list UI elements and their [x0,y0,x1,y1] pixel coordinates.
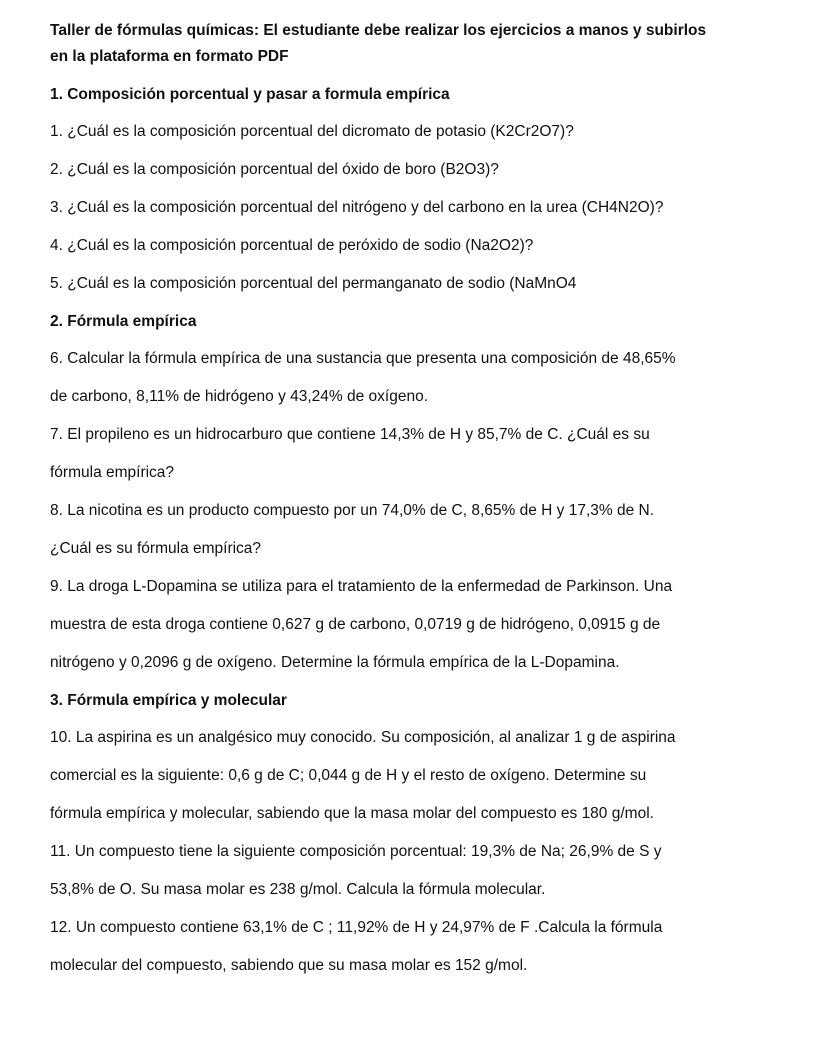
exercise-7-line-2: fórmula empírica? [50,464,175,481]
exercise-10-line-3: fórmula empírica y molecular, sabiendo que la masa molar del compuesto es 180 g/mol. [50,805,654,822]
exercise-9-line-2: muestra de esta droga contiene 0,627 g de carbono, 0,0719 g de hidrógeno, 0,0915 g de [50,616,661,633]
exercise-11-line-2: 53,8% de O. Su masa molar es 238 g/mol. Calcula la fórmula molecular. [50,881,546,898]
exercise-3: 3. ¿Cuál es la composición porcentual del nitrógeno y del carbono en la urea (CH4N2O)? [50,199,664,216]
exercise-5: 5. ¿Cuál es la composición porcentual del permanganato de sodio (NaMnO4 [50,275,577,292]
exercise-9-line-1: 9. La droga L-Dopamina se utiliza para el tratamiento de la enfermedad de Parkinson. Una [50,578,673,595]
exercise-8-line-1: 8. La nicotina es un producto compuesto por un 74,0% de C, 8,65% de H y 17,3% de N. [50,502,655,519]
document-page [50,18,790,991]
section-heading-empirica-molecular: 3. Fórmula empírica y molecular [50,692,287,709]
exercise-1: 1. ¿Cuál es la composición porcentual del dicromato de potasio (K2Cr2O7)? [50,123,574,140]
exercise-6-line-1: 6. Calcular la fórmula empírica de una sustancia que presenta una composición de 48,65% [50,350,676,367]
exercise-6-line-2: de carbono, 8,11% de hidrógeno y 43,24% de oxígeno. [50,388,429,405]
exercise-9-line-3: nitrógeno y 0,2096 g de oxígeno. Determine la fórmula empírica de la L-Dopamina. [50,654,620,671]
section-heading-formula-empirica: 2. Fórmula empírica [50,313,197,330]
exercise-12-line-2: molecular del compuesto, sabiendo que su masa molar es 152 g/mol. [50,957,528,974]
exercise-4: 4. ¿Cuál es la composición porcentual de peróxido de sodio (Na2O2)? [50,237,534,254]
title-line-1: Taller de fórmulas químicas: El estudiante debe realizar los ejercicios a manos y subirlos [50,22,707,39]
section-heading-composicion: 1. Composición porcentual y pasar a formula empírica [50,86,450,103]
exercise-10-line-2: comercial es la siguiente: 0,6 g de C; 0,044 g de H y el resto de oxígeno. Determine su [50,767,647,784]
exercise-10-line-1: 10. La aspirina es un analgésico muy conocido. Su composición, al analizar 1 g de aspirina [50,729,676,746]
exercise-12-line-1: 12. Un compuesto contiene 63,1% de C ; 11,92% de H y 24,97% de F .Calcula la fórmula [50,919,663,936]
exercise-7-line-1: 7. El propileno es un hidrocarburo que contiene 14,3% de H y 85,7% de C. ¿Cuál es su [50,426,650,443]
title-line-2: en la plataforma en formato PDF [50,48,289,65]
exercise-8-line-2: ¿Cuál es su fórmula empírica? [50,540,262,557]
exercise-11-line-1: 11. Un compuesto tiene la siguiente composición porcentual: 19,3% de Na; 26,9% de S y [50,843,662,860]
document-title [50,18,790,70]
exercise-2: 2. ¿Cuál es la composición porcentual del óxido de boro (B2O3)? [50,161,499,178]
